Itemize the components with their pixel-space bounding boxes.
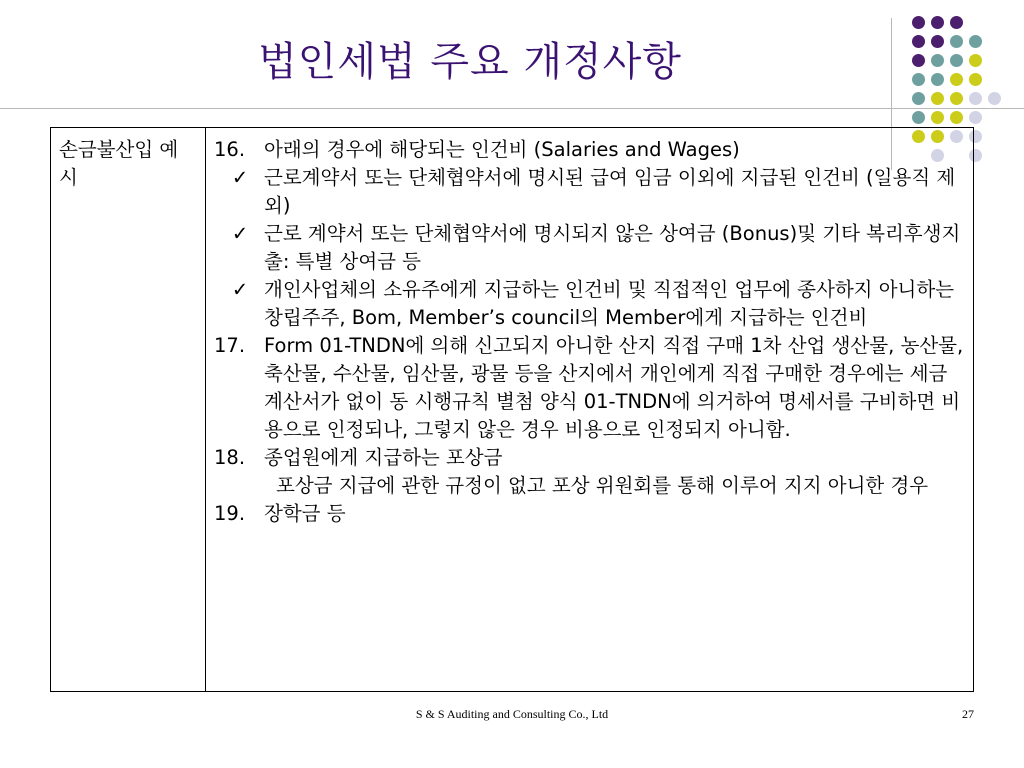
item-text: 아래의 경우에 해당되는 인건비 (Salaries and Wages) <box>264 138 740 161</box>
decorative-dot <box>969 54 982 67</box>
item-text: 장학금 등 <box>264 502 346 525</box>
list-item <box>214 500 965 528</box>
table-body-cell <box>206 128 974 692</box>
check-icon: ✓ <box>231 166 249 189</box>
decorative-dot <box>950 73 963 86</box>
decorative-dot <box>950 35 963 48</box>
content-table <box>50 127 974 692</box>
decorative-dot <box>950 16 963 29</box>
decorative-dot <box>931 16 944 29</box>
footer-company: S & S Auditing and Consulting Co., Ltd <box>415 707 609 721</box>
item-number: 19. <box>214 502 246 525</box>
decorative-dot <box>912 73 925 86</box>
item-text <box>264 444 965 500</box>
item-number: 17. <box>214 334 246 357</box>
checklist-text: 개인사업체의 소유주에게 지급하는 인건비 및 직접적인 업무에 종사하지 아니하는 창립주주, Bom, Member’s council의 Member에게 지급하는 인건비 <box>264 278 955 329</box>
decorative-dot <box>931 73 944 86</box>
checklist-text: 근로계약서 또는 단체협약서에 명시된 급여 임금 이외에 지급된 인건비 (일용직 제외) <box>264 166 956 217</box>
item-text: Form 01-TNDN에 의해 신고되지 아니한 산지 직접 구매 1차 산업 생산물, 농산물, 축산물, 수산물, 임산물, 광물 등을 산지에서 개인에게 직접 구매한 경우에는 세금계산서가 없이 동 시행규칙 별첨 양식 01-TNDN에 의거하여 명세서를 구비하면 비용으로 인정되나, 그렇지 않은 경우 비용으로 인정되지 아니함. <box>264 334 964 441</box>
slide-title: 법인세법 주요 개정사항 <box>258 39 682 85</box>
item-number: 18. <box>214 446 246 469</box>
checklist-item <box>214 220 965 276</box>
item-number: 16. <box>214 138 246 161</box>
check-icon: ✓ <box>231 222 249 245</box>
item-heading: 종업원에게 지급하는 포상금 <box>264 446 503 469</box>
decorative-dot <box>950 92 963 105</box>
decorative-dot <box>931 92 944 105</box>
decorative-dot <box>969 35 982 48</box>
decorative-dot <box>950 54 963 67</box>
decorative-dot <box>931 54 944 67</box>
table-label-cell: 손금불산입 예시 <box>51 128 206 692</box>
decorative-horizontal-line <box>0 108 1024 109</box>
decorative-dot <box>912 16 925 29</box>
decorative-dot <box>912 54 925 67</box>
decorative-dot <box>912 92 925 105</box>
checklist-item <box>214 276 965 332</box>
checklist-text: 근로 계약서 또는 단체협약서에 명시되지 않은 상여금 (Bonus)및 기타 복리후생지출: 특별 상여금 등 <box>264 222 961 273</box>
item-subtext: 포상금 지급에 관한 규정이 없고 포상 위원회를 통해 이루어 지지 아니한 경우 <box>276 474 929 497</box>
list-item <box>214 136 965 164</box>
decorative-dot <box>969 73 982 86</box>
decorative-dot <box>988 92 1001 105</box>
decorative-dot <box>969 111 982 124</box>
list-item <box>214 444 965 500</box>
decorative-dot <box>912 35 925 48</box>
decorative-dot <box>931 35 944 48</box>
checklist-item <box>214 164 965 220</box>
decorative-dot <box>969 92 982 105</box>
decorative-dot <box>950 111 963 124</box>
decorative-dot <box>912 111 925 124</box>
page-number: 27 <box>962 707 974 721</box>
list-item <box>214 332 965 444</box>
decorative-dot <box>931 111 944 124</box>
check-icon: ✓ <box>231 278 249 301</box>
